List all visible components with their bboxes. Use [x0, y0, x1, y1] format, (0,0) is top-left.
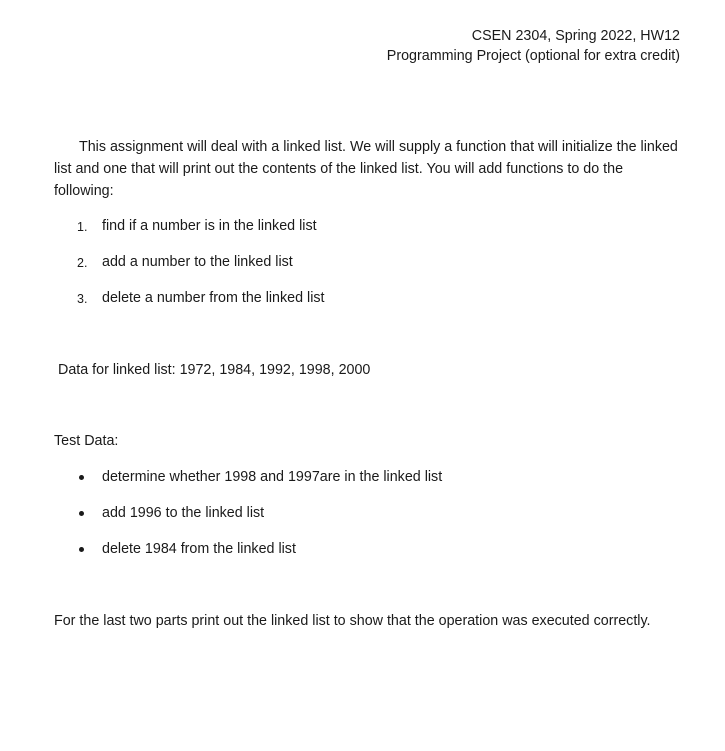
closing-paragraph: For the last two parts print out the linked list to show that the operation was executed correctly. — [54, 613, 651, 629]
list-item-text: delete a number from the linked list — [102, 290, 325, 306]
linked-list-data: Data for linked list: 1972, 1984, 1992, 1998, 2000 — [58, 362, 371, 378]
bullet-icon — [79, 511, 84, 516]
bullet-icon — [79, 547, 84, 552]
test-data-title: Test Data: — [54, 433, 119, 449]
list-number: 1. — [77, 220, 88, 234]
list-item-text: determine whether 1998 and 1997are in the linked list — [102, 469, 443, 485]
list-item-text: add 1996 to the linked list — [102, 505, 265, 521]
list-item-text: add a number to the linked list — [102, 254, 293, 270]
bullet-icon — [79, 475, 84, 480]
list-number: 2. — [77, 256, 88, 270]
list-item-text: find if a number is in the linked list — [102, 218, 317, 234]
document-header — [387, 26, 680, 66]
course-line: CSEN 2304, Spring 2022, HW12 — [471, 28, 680, 44]
list-number: 3. — [77, 292, 88, 306]
list-item-text: delete 1984 from the linked list — [102, 541, 296, 557]
intro-paragraph: This assignment will deal with a linked list. We will supply a function that will initialize the linked list and one that will print out the contents of the linked list. You will add functions to do the following: — [54, 139, 678, 199]
project-line: Programming Project (optional for extra credit) — [386, 48, 680, 64]
